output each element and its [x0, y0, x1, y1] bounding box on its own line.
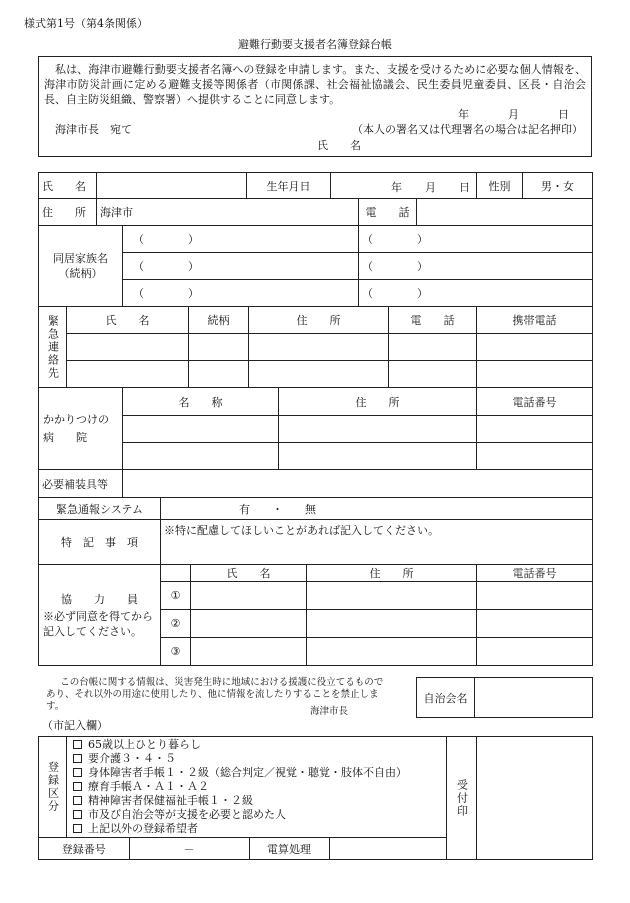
phone-label: 電 話	[359, 199, 417, 226]
category-item[interactable]	[73, 738, 440, 752]
checkbox-icon[interactable]	[73, 768, 82, 777]
hosp-cell[interactable]	[279, 443, 477, 470]
category-item[interactable]	[73, 808, 440, 822]
category-item[interactable]	[73, 752, 440, 766]
remarks-label: 特 記 事 項	[39, 520, 161, 565]
em-cell[interactable]	[67, 334, 189, 361]
privacy-text: この台帳に関する情報は、災害発生時に地域における援護に役立てるものであり、それ以外の用途に使用したり、他に情報を流したりすることを禁止します。	[46, 677, 384, 712]
family-1-b[interactable]: （ ）	[359, 226, 593, 253]
category-label: 登録区分	[39, 737, 67, 838]
consent-month: 月	[508, 108, 519, 121]
birth-month: 月	[425, 181, 436, 194]
remarks-note: ※特に配慮してほしいことがあれば記入してください。	[164, 524, 439, 537]
checkbox-icon[interactable]	[73, 824, 82, 833]
category-list	[67, 737, 447, 838]
main-table	[38, 172, 593, 199]
hosp-cell[interactable]	[477, 416, 593, 443]
hosp-col-phone: 電話番号	[477, 388, 593, 416]
reg-row	[39, 838, 447, 860]
addressee: 海津市長 宛て	[55, 123, 132, 136]
address-table	[38, 198, 593, 226]
hosp-cell[interactable]	[477, 443, 593, 470]
consent-year: 年	[458, 108, 469, 121]
emergency-label: 緊急連絡先	[39, 307, 67, 388]
consent-box	[38, 56, 592, 157]
checkbox-icon[interactable]	[73, 782, 82, 791]
checkbox-icon[interactable]	[73, 740, 82, 749]
family-3-b[interactable]: （ ）	[359, 280, 593, 307]
reg-no-label: 登録番号	[39, 838, 129, 859]
helper-col-address: 住 所	[307, 565, 477, 582]
family-label: 同居家族名（続柄）	[39, 226, 123, 307]
category-item-label: 65歳以上ひとり暮らし	[88, 738, 201, 751]
computing-field[interactable]	[329, 838, 447, 859]
hospital-table	[38, 387, 593, 470]
city-heading: （市記入欄）	[42, 719, 108, 732]
hosp-cell[interactable]	[123, 443, 279, 470]
family-2-b[interactable]: （ ）	[359, 253, 593, 280]
em-cell[interactable]	[249, 334, 389, 361]
helper-num-3: ③	[161, 638, 191, 666]
hosp-cell[interactable]	[279, 416, 477, 443]
gender-options[interactable]: 男・女	[523, 173, 593, 199]
birth-day: 日	[459, 181, 470, 194]
form-number: 様式第1号（第4条関係）	[24, 17, 148, 30]
em-cell[interactable]	[67, 361, 189, 388]
category-item-label: 要介護３・４・５	[88, 752, 176, 765]
em-col-name: 氏 名	[67, 307, 189, 334]
helper-cell[interactable]	[477, 610, 593, 638]
helper-num-1: ①	[161, 582, 191, 610]
em-cell[interactable]	[249, 361, 389, 388]
em-cell[interactable]	[477, 361, 593, 388]
applicant-name-label: 氏 名	[317, 139, 361, 152]
helper-cell[interactable]	[307, 582, 477, 610]
em-col-mobile: 携帯電話	[477, 307, 593, 334]
family-2-a[interactable]: （ ）	[123, 253, 359, 280]
computing-label: 電算処理	[249, 838, 329, 859]
hosp-col-name: 名 称	[123, 388, 279, 416]
helper-cell[interactable]	[307, 638, 477, 666]
helper-note: ※必ず同意を得てから記入してください。	[43, 609, 153, 638]
checkbox-icon[interactable]	[73, 796, 82, 805]
privacy-signer: 海津市長	[310, 706, 349, 717]
reg-no-field[interactable]: －	[129, 838, 249, 859]
helper-label-cell	[39, 565, 161, 666]
notify-label: 緊急通報システム	[39, 498, 161, 520]
emergency-table	[38, 306, 593, 388]
notify-options[interactable]: 有 ・ 無	[161, 498, 593, 520]
em-col-phone: 電 話	[389, 307, 477, 334]
helper-col-name: 氏 名	[191, 565, 307, 582]
helper-cell[interactable]	[191, 638, 307, 666]
category-item-label: 身体障害者手帳１・２級（総合判定／視覚・聴覚・肢体不自由）	[88, 766, 407, 779]
assoc-table	[416, 677, 593, 718]
sign-note: （本人の署名又は代理署名の場合は記名押印）	[352, 123, 583, 136]
consent-text: 私は、海津市避難行動要支援者名簿への登録を申請します。また、支援を受けるために必要な個人情報を、海津市防災計画に定める避難支援等関係者（市関係課、社会福祉協議会、民生委員児童委員、区長・自治会長、自主防災組織、警察署）へ提供することに同意します。	[44, 63, 586, 106]
reception-stamp[interactable]	[477, 737, 593, 860]
em-cell[interactable]	[389, 334, 477, 361]
helper-cell[interactable]	[191, 582, 307, 610]
em-cell[interactable]	[189, 361, 249, 388]
helper-col-phone: 電話番号	[477, 565, 593, 582]
category-item[interactable]	[73, 766, 440, 780]
em-col-address: 住 所	[249, 307, 389, 334]
checkbox-icon[interactable]	[73, 810, 82, 819]
em-cell[interactable]	[477, 334, 593, 361]
category-item-label: 上記以外の登録希望者	[88, 822, 198, 835]
helper-cell[interactable]	[477, 638, 593, 666]
helper-cell[interactable]	[191, 610, 307, 638]
assoc-field[interactable]	[475, 678, 593, 718]
category-item-label: 精神障害者保健福祉手帳１・２級	[88, 794, 253, 807]
assoc-label: 自治会名	[417, 678, 475, 718]
hosp-cell[interactable]	[123, 416, 279, 443]
em-cell[interactable]	[389, 361, 477, 388]
hospital-label: かかりつけの病 院	[39, 388, 123, 470]
remarks-field[interactable]	[161, 520, 593, 565]
equipment-field[interactable]	[123, 470, 593, 498]
gender-label: 性別	[477, 173, 523, 199]
reception-label: 受付印	[447, 737, 477, 860]
birth-year: 年	[391, 181, 402, 194]
helper-label: 協 力 員	[61, 592, 138, 606]
category-item-label: 療育手帳Ａ・Ａ１・Ａ２	[88, 780, 209, 793]
em-col-relation: 続柄	[189, 307, 249, 334]
category-item-label: 市及び自治会等が支援を必要と認めた人	[88, 808, 286, 821]
birth-label: 生年月日	[247, 173, 331, 199]
consent-day: 日	[558, 108, 569, 121]
helper-num-2: ②	[161, 610, 191, 638]
category-item[interactable]	[73, 780, 440, 794]
checkbox-icon[interactable]	[73, 754, 82, 763]
phone-field[interactable]	[417, 199, 593, 226]
helper-cell[interactable]	[307, 610, 477, 638]
city-table	[38, 736, 593, 860]
helper-cell[interactable]	[477, 582, 593, 610]
address-field[interactable]: 海津市	[97, 199, 359, 226]
hosp-col-address: 住 所	[279, 388, 477, 416]
family-3-a[interactable]: （ ）	[123, 280, 359, 307]
family-1-a[interactable]: （ ）	[123, 226, 359, 253]
family-table	[38, 225, 593, 307]
name-field[interactable]	[97, 173, 247, 199]
address-label: 住 所	[39, 199, 97, 226]
equipment-label: 必要補装具等	[39, 470, 123, 498]
extra-table	[38, 469, 593, 565]
name-label: 氏 名	[39, 173, 97, 199]
category-item[interactable]	[73, 794, 440, 808]
em-cell[interactable]	[189, 334, 249, 361]
category-item[interactable]	[73, 822, 440, 836]
helper-table	[38, 564, 593, 666]
birth-field[interactable]	[331, 173, 477, 199]
page-title: 避難行動要支援者名簿登録台帳	[238, 38, 392, 51]
